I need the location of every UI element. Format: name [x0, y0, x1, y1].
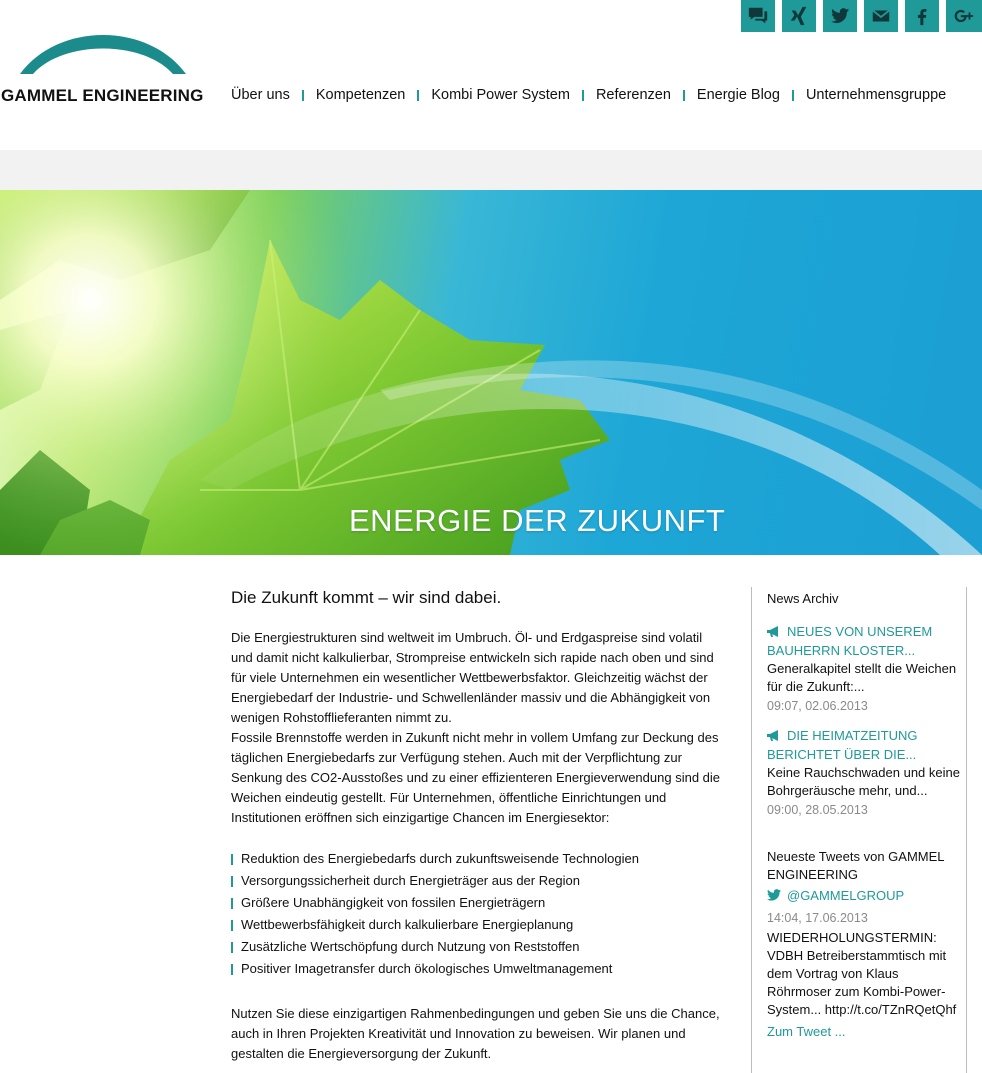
nav-separator	[417, 90, 419, 101]
nav-item-kombi-power-system[interactable]: Kombi Power System	[431, 87, 570, 103]
mail-button[interactable]	[864, 0, 898, 32]
bullet-marker	[231, 854, 233, 865]
list-item	[231, 848, 721, 870]
brand-name: GAMMEL ENGINEERING	[1, 86, 204, 105]
hero-title: ENERGIE DER ZUKUNFT	[349, 503, 726, 538]
news-item-excerpt: Generalkapitel stellt die Weichen für die Zukunft:...	[767, 661, 957, 694]
facebook-button[interactable]	[905, 0, 939, 32]
hero-banner	[0, 190, 982, 555]
list-item	[231, 870, 721, 892]
nav-separator	[582, 90, 584, 101]
logo-arc-icon	[18, 32, 188, 76]
nav-item-energie-blog[interactable]: Energie Blog	[696, 87, 780, 103]
list-item	[231, 914, 721, 936]
list-item-text: Versorgungssicherheit durch Energieträger aus der Region	[241, 873, 580, 888]
twitter-icon	[829, 5, 851, 27]
tweet-text: WIEDERHOLUNGSTERMIN: VDBH Betreiberstammtisch mit dem Vortrag von Klaus Röhrmoser zum Kombi-Power-System... http://t.co/TZnRQetQhf	[767, 930, 957, 1017]
list-item-text: Wettbewerbsfähigkeit durch kalkulierbare Energieplanung	[241, 917, 574, 932]
tweets-widget	[767, 848, 966, 1042]
body-paragraph: Fossile Brennstoffe werden in Zukunft nicht mehr in vollem Umfang zur Deckung des täglichen Energiebedarfs zur Verfügung stehen. Auch mit der Verpflichtung zur Senkung des CO2-Ausstoßes und zu einer effizienteren Energieverwendung sind die Weichen eindeutig gestellt. Für Unternehmen, öffentliche Einrichtungen und Institutionen eröffnen sich einzigartige Chancen im Energiesektor:	[231, 730, 721, 825]
grey-divider-bar	[0, 150, 982, 190]
news-item-title-link[interactable]	[767, 622, 966, 660]
main-nav	[231, 87, 946, 103]
twitter-button[interactable]	[823, 0, 857, 32]
tweet-date: 14:04, 17.06.2013	[767, 911, 868, 925]
closing-paragraph: Nutzen Sie diese einzigartigen Rahmenbedingungen und geben Sie uns die Chance, auch in Ihren Projekten Kreativität und Innovation zu beweisen. Wir planen und gestalten die Energieversorgung der Zukunft.	[231, 1006, 720, 1061]
hero-leaves-image	[0, 190, 982, 555]
nav-item-referenzen[interactable]: Referenzen	[595, 87, 671, 103]
list-item	[231, 958, 721, 980]
main-content	[231, 588, 721, 1064]
news-item-date: 09:07, 02.06.2013	[767, 699, 868, 713]
nav-item-ueber-uns[interactable]: Über uns	[231, 87, 290, 103]
news-item-title-link[interactable]	[767, 726, 966, 764]
social-bar	[741, 0, 982, 32]
list-item-text: Zusätzliche Wertschöpfung durch Nutzung von Reststoffen	[241, 939, 580, 954]
brand-logo[interactable]	[0, 30, 210, 110]
mail-icon	[870, 5, 892, 27]
news-item-title: NEUES VON UNSEREM BAUHERRN KLOSTER...	[767, 624, 933, 658]
bullet-marker	[231, 942, 233, 953]
nav-item-kompetenzen[interactable]: Kompetenzen	[315, 87, 406, 103]
megaphone-icon	[767, 730, 781, 741]
tweets-heading: Neueste Tweets von GAMMEL ENGINEERING	[767, 849, 945, 882]
bullet-marker	[231, 964, 233, 975]
twitter-bird-icon	[767, 889, 781, 901]
tweet-link[interactable]: Zum Tweet ...	[767, 1024, 846, 1039]
news-archive-heading: News Archiv	[767, 591, 839, 606]
twitter-handle: @GAMMELGROUP	[787, 888, 905, 903]
bullet-marker	[231, 876, 233, 887]
bullet-marker	[231, 898, 233, 909]
news-item-title: DIE HEIMATZEITUNG BERICHTET ÜBER DIE...	[767, 728, 918, 762]
chat-icon	[747, 5, 769, 27]
nav-separator	[792, 90, 794, 101]
xing-icon	[788, 5, 810, 27]
list-item	[231, 936, 721, 958]
sidebar	[751, 587, 967, 1073]
news-item	[767, 622, 966, 716]
megaphone-icon	[767, 626, 781, 637]
facebook-icon	[911, 5, 933, 27]
google-plus-button[interactable]	[946, 0, 982, 32]
google-plus-icon	[953, 5, 975, 27]
nav-item-unternehmensgruppe[interactable]: Unternehmensgruppe	[805, 87, 947, 103]
benefits-list	[231, 848, 721, 980]
list-item	[231, 892, 721, 914]
bullet-marker	[231, 920, 233, 931]
page-heading: Die Zukunft kommt – wir sind dabei.	[231, 588, 502, 607]
news-item	[767, 726, 966, 820]
twitter-handle-link[interactable]	[767, 886, 966, 906]
news-item-excerpt: Keine Rauchschwaden und keine Bohrgeräusche mehr, und...	[767, 765, 960, 798]
list-item-text: Reduktion des Energiebedarfs durch zukunftsweisende Technologien	[241, 851, 639, 866]
nav-separator	[683, 90, 685, 101]
list-item-text: Größere Unabhängigkeit von fossilen Energieträgern	[241, 895, 546, 910]
intro-paragraph: Die Energiestrukturen sind weltweit im Umbruch. Öl- und Erdgaspreise sind volatil und damit nicht kalkulierbar, Strompreise entwickeln sich rapide nach oben und sind für viele Unternehmen ein wesentlicher Wettbewerbsfaktor. Gleichzeitig wächst der Energiebedarf der Industrie- und Schwellenländer massiv und die Abhängigkeit von wenigen Rohstofflieferanten nimmt zu.	[231, 630, 714, 725]
news-item-date: 09:00, 28.05.2013	[767, 803, 868, 817]
xing-button[interactable]	[782, 0, 816, 32]
list-item-text: Positiver Imagetransfer durch ökologisches Umweltmanagement	[241, 961, 613, 976]
nav-separator	[302, 90, 304, 101]
chat-button[interactable]	[741, 0, 775, 32]
